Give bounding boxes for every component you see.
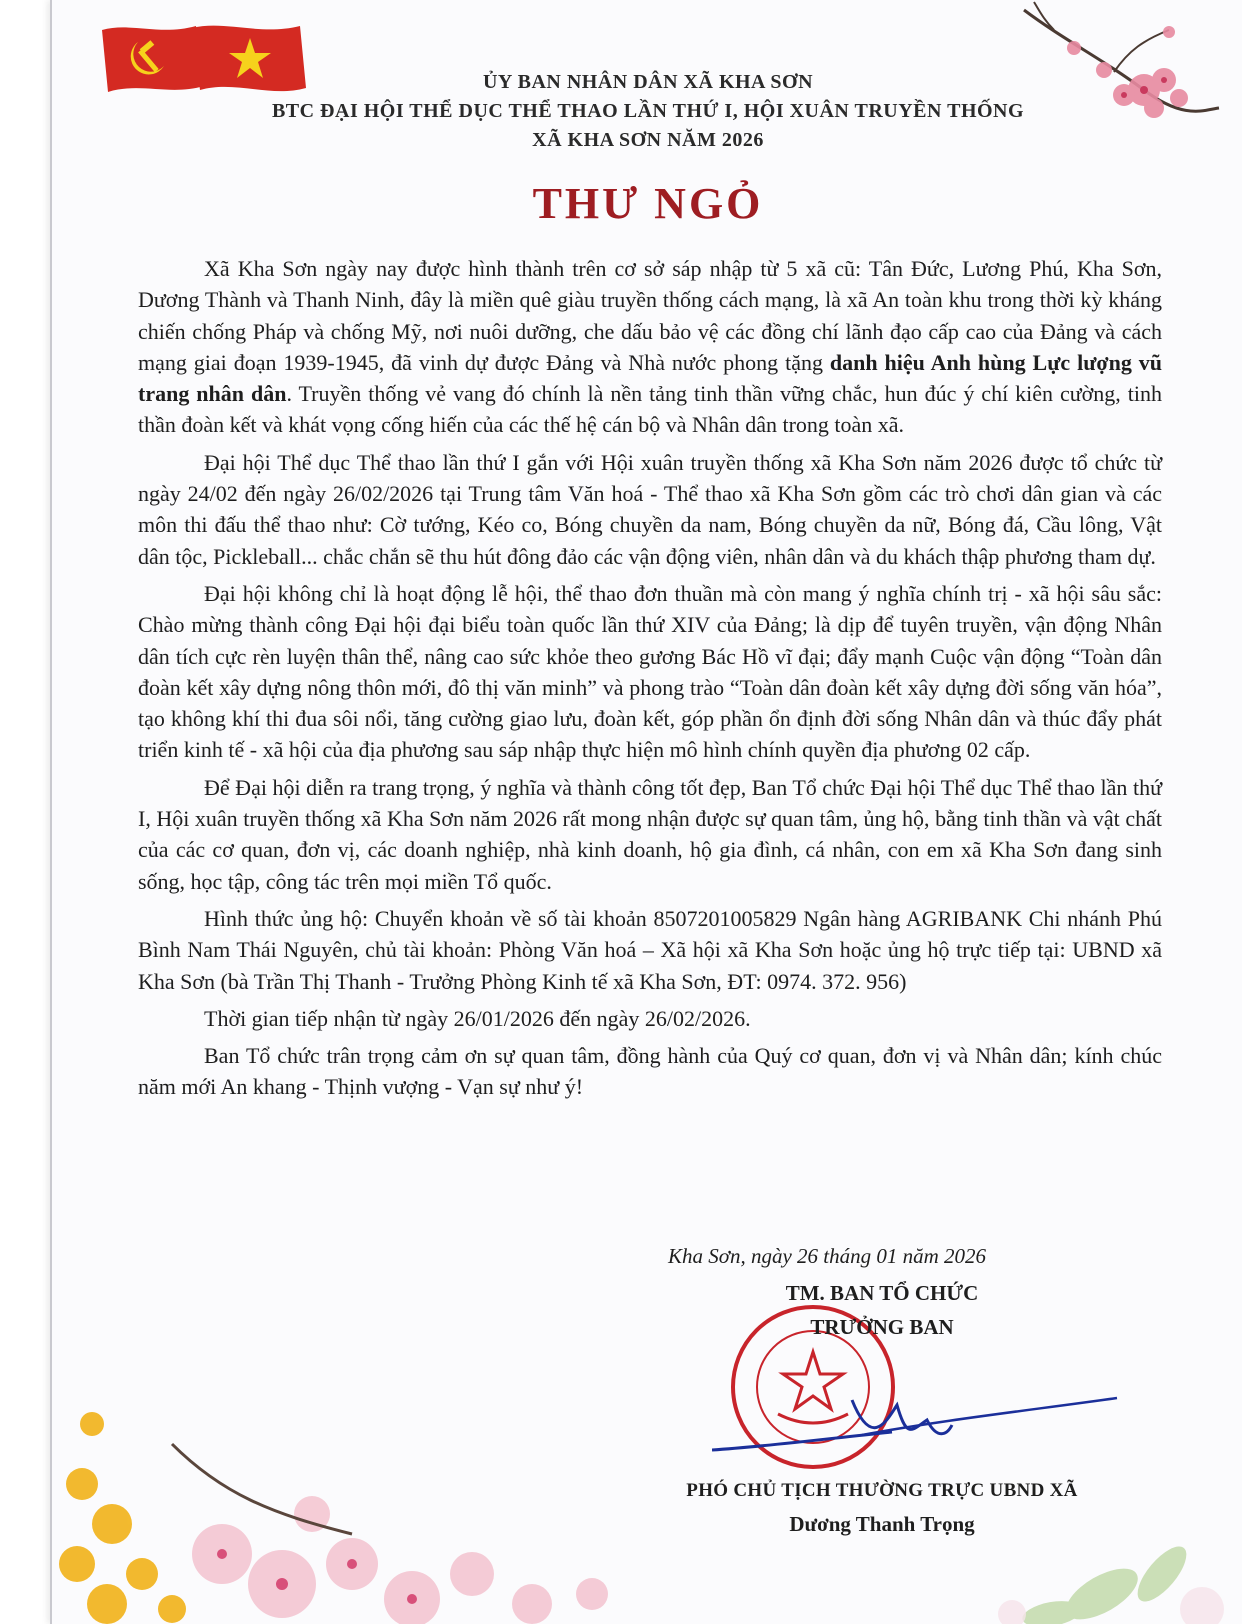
paragraph-history (138, 253, 1162, 441)
document-title: THƯ NGỎ (532, 179, 764, 228)
letter-body (138, 253, 1162, 1109)
paragraph-event: Đại hội Thể dục Thể thao lần thứ I gắn với Hội xuân truyền thống xã Kha Sơn năm 2026 được tổ chức từ ngày 24/02 đến ngày 26/02/2026 tại Trung tâm Văn hoá - Thể thao xã Kha Sơn gồm các trò chơi dân gian và các môn thi đấu thể thao như: Cờ tướng, Kéo co, Bóng chuyền da nam, Bóng chuyền da nữ, Bóng đá, Cầu lông, Vật dân tộc, Pickleball... chắc chắn sẽ thu hút đông đảo các vận động viên, nhân dân và du khách thập phương tham dự. (138, 449, 1162, 569)
on-behalf-label: TM. BAN TỔ CHỨC (785, 1281, 979, 1305)
paragraph-significance: Đại hội không chỉ là hoạt động lễ hội, thể thao đơn thuần mà còn mang ý nghĩa chính trị - xã hội sâu sắc: Chào mừng thành công Đại hội đại biểu toàn quốc lần thứ XIV của Đảng; là dịp để tuyên truyền, vận động Nhân dân tích cực rèn luyện thân thể, nâng cao sức khỏe theo gương Bác Hồ vĩ đại; đẩy mạnh Cuộc vận động “Toàn dân đoàn kết xây dựng nông thôn mới, đô thị văn minh” và phong trào “Toàn dân đoàn kết xây dựng đời sống văn hóa”, tạo không khí thi đua sôi nổi, tăng cường giao lưu, đoàn kết, góp phần ổn định đời sống Nhân dân và thúc đẩy phát triển kinh tế - xã hội của địa phương sau sáp nhập thực hiện mô hình chính quyền địa phương 02 cấp. (138, 580, 1162, 763)
paragraph-text: . Truyền thống vẻ vang đó chính là nền tảng tinh thần vững chắc, hun đúc ý chí kiên cường, tinh thần đoàn kết và khát vọng cống hiến của các thế hệ cán bộ và Nhân dân trong toàn xã. (138, 381, 1162, 438)
paragraph-appeal: Để Đại hội diễn ra trang trọng, ý nghĩa và thành công tốt đẹp, Ban Tổ chức Đại hội Thể dục Thể thao lần thứ I, Hội xuân truyền thống xã Kha Sơn năm 2026 rất mong nhận được sự quan tâm, ủng hộ, bằng tinh thần và vật chất của các cơ quan, đơn vị, các doanh nghiệp, nhà kinh doanh, hộ gia đình, cá nhân, con em xã Kha Sơn đang sinh sống, học tập, công tác trên mọi miền Tổ quốc. (138, 774, 1162, 894)
official-name: Dương Thanh Trọng (789, 1512, 975, 1536)
header-authority: ỦY BAN NHÂN DÂN XÃ KHA SƠN (482, 71, 814, 93)
paragraph-text: Xã Kha Sơn ngày nay được hình thành trên cơ sở sáp nhập từ 5 xã cũ: Tân Đức, Lương Phú, Kha Sơn, Dương Thành và Thanh Ninh, đây là miền quê giàu truyền thống cách mạng, là xã An toàn khu trong thời kỳ kháng chiến chống Pháp và chống Mỹ, nơi nuôi dưỡng, che dấu bảo vệ các đồng chí lãnh đạo cấp cao của Đảng và cách mạng giai đoạn 1939-1945, đã vinh dự được Đảng và Nhà nước phong tặng (138, 256, 1162, 375)
dateline: Kha Sơn, ngày 26 tháng 01 năm 2026 (668, 1244, 987, 1268)
paragraph-donation-method: Hình thức ủng hộ: Chuyển khoản về số tài khoản 8507201005829 Ngân hàng AGRIBANK Chi nhánh Phú Bình Nam Thái Nguyên, chủ tài khoản: Phòng Văn hoá – Xã hội xã Kha Sơn hoặc ủng hộ trực tiếp tại: UBND xã Kha Sơn (bà Trần Thị Thanh - Trưởng Phòng Kinh tế xã Kha Sơn, ĐT: 0974. 372. 956) (138, 905, 1162, 994)
letter-page (50, 0, 1242, 1624)
header-year: XÃ KHA SƠN NĂM 2026 (532, 129, 764, 151)
signature-block (752, 1276, 1012, 1344)
header-organizer: BTC ĐẠI HỘI THỂ DỤC THỂ THAO LẦN THỨ I, HỘI XUÂN TRUYỀN THỐNG (271, 100, 1025, 122)
flower-border-decoration (52, 1364, 1242, 1624)
document-header (52, 68, 1242, 155)
paragraph-receiving-period: Thời gian tiếp nhận từ ngày 26/01/2026 đến ngày 26/02/2026. (204, 1005, 751, 1031)
bold-title-honor: danh hiệu Anh hùng Lực lượng vũ trang nhân dân (138, 349, 1162, 407)
paragraph-thanks: Ban Tổ chức trân trọng cảm ơn sự quan tâm, đồng hành của Quý cơ quan, đơn vị và Nhân dân; kính chúc năm mới An khang - Thịnh vượng - Vạn sự như ý! (138, 1043, 1162, 1100)
official-title: PHÓ CHỦ TỊCH THƯỜNG TRỰC UBND XÃ (686, 1480, 1078, 1501)
position-label: TRƯỞNG BAN (810, 1315, 954, 1339)
